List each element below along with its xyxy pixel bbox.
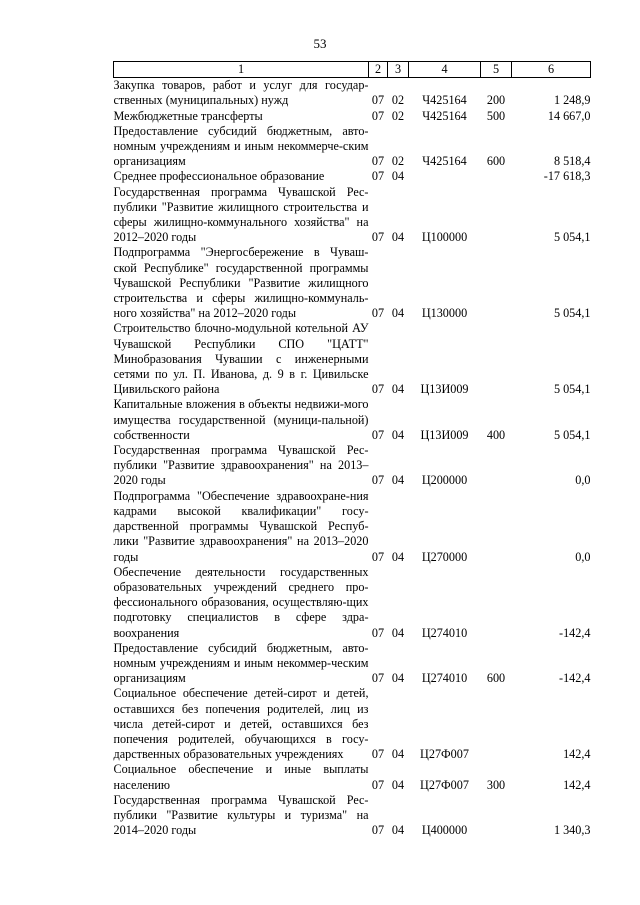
amount: 5 054,1 xyxy=(553,427,591,442)
table-row xyxy=(114,78,591,109)
table-body xyxy=(114,78,591,839)
target-article-code: Ц274010 xyxy=(421,625,468,640)
table-row xyxy=(114,762,591,792)
page-number: 53 xyxy=(313,36,327,51)
item-name: Предоставление субсидий бюджетным, авто-номным учреждениям и иным некоммерче-ским организациям xyxy=(113,123,369,169)
header-col-4: 4 xyxy=(409,62,481,78)
section-code: 07 xyxy=(371,108,385,123)
subsection-code: 04 xyxy=(391,306,405,321)
expense-type-code xyxy=(481,321,512,397)
target-article-code: Ц13И009 xyxy=(420,427,469,442)
section-code: 07 xyxy=(371,427,385,442)
target-article-code: Ц13И009 xyxy=(420,382,469,397)
expense-type-code: 300 xyxy=(486,777,506,792)
header-col-3: 3 xyxy=(388,62,409,78)
subsection-code: 02 xyxy=(391,108,405,123)
subsection-code: 04 xyxy=(391,473,405,488)
budget-table xyxy=(113,61,591,838)
amount: 142,4 xyxy=(563,747,591,762)
item-name: Среднее профессиональное образование xyxy=(113,169,325,184)
item-name: Социальное обеспечение и иные выплаты населению xyxy=(113,762,369,792)
section-code: 07 xyxy=(371,169,385,184)
target-article-code: Ц200000 xyxy=(421,473,468,488)
section-code: 07 xyxy=(371,306,385,321)
target-article-code: Ц270000 xyxy=(421,549,468,564)
amount: 14 667,0 xyxy=(547,108,591,123)
subsection-code: 04 xyxy=(391,169,405,184)
subsection-code: 02 xyxy=(391,93,405,108)
amount: 1 248,9 xyxy=(553,93,591,108)
target-article-code xyxy=(409,169,481,184)
section-code: 07 xyxy=(371,777,385,792)
expense-type-code: 200 xyxy=(486,93,506,108)
target-article-code: Ц27Ф007 xyxy=(420,747,469,762)
subsection-code: 02 xyxy=(391,154,405,169)
item-name: Государственная программа Чувашской Рес-публики "Развитие здравоохранения" на 2013–2020 годы xyxy=(113,443,369,488)
header-col-6: 6 xyxy=(512,62,591,78)
item-name: Предоставление субсидий бюджетным, авто-номным учреждениям и иным некоммер-ческим организациям xyxy=(113,640,369,686)
item-name: Подпрограмма "Энергосбережение в Чуваш-ской Республике" государственной программы Чувашской Республики "Развитие жилищного строительства и сферы жилищно-коммуналь-ного хозяйства" на 2012–2020 годы xyxy=(113,245,369,321)
target-article-code: Ч425164 xyxy=(422,154,467,169)
subsection-code: 04 xyxy=(391,382,405,397)
section-code: 07 xyxy=(371,93,385,108)
header-row xyxy=(114,62,591,78)
item-name: Государственная программа Чувашской Рес-публики "Развитие культуры и туризма" на 2014–2020 годы xyxy=(113,792,369,838)
section-code: 07 xyxy=(371,382,385,397)
expense-type-code: 600 xyxy=(486,671,506,686)
subsection-code: 04 xyxy=(391,777,405,792)
subsection-code: 04 xyxy=(391,549,405,564)
header-col-1: 1 xyxy=(114,62,369,78)
amount: 0,0 xyxy=(575,549,591,564)
amount: -142,4 xyxy=(559,671,591,686)
section-code: 07 xyxy=(371,671,385,686)
target-article-code: Ц130000 xyxy=(421,306,468,321)
table-row xyxy=(114,124,591,170)
subsection-code: 04 xyxy=(391,823,405,838)
table-row xyxy=(114,321,591,397)
item-name: Закупка товаров, работ и услуг для государ-ственных (муниципальных) нужд xyxy=(113,78,369,108)
table-row xyxy=(114,565,591,641)
expense-type-code: 400 xyxy=(486,427,506,442)
item-name: Межбюджетные трансферты xyxy=(113,108,263,123)
expense-type-code xyxy=(481,686,512,762)
header-col-2: 2 xyxy=(369,62,388,78)
subsection-code: 04 xyxy=(391,625,405,640)
subsection-code: 04 xyxy=(391,230,405,245)
table-row xyxy=(114,489,591,565)
subsection-code: 04 xyxy=(391,747,405,762)
expense-type-code xyxy=(481,443,512,489)
target-article-code: Ц100000 xyxy=(421,230,468,245)
item-name: Строительство блочно-модульной котельной АУ Чувашской Республики СПО "ЦАТТ" Минобразования Чувашии с инженерными сетями по ул. П. Иванова, д. 9 в г. Цивильске Цивильского района xyxy=(113,321,369,397)
expense-type-code: 500 xyxy=(486,108,506,123)
item-name: Социальное обеспечение детей-сирот и детей, оставшихся без попечения родителей, лиц из числа детей-сирот и детей, оставшихся без попечения родителей, обучающихся в госу-дарственных образовательных учреждениях xyxy=(113,686,369,762)
table-row xyxy=(114,641,591,687)
target-article-code: Ч425164 xyxy=(422,108,467,123)
table-row xyxy=(114,109,591,124)
section-code: 07 xyxy=(371,154,385,169)
table-row xyxy=(114,245,591,321)
expense-type-code: 600 xyxy=(486,154,506,169)
item-name: Капитальные вложения в объекты недвижи-мого имущества государственной (муници-пальной) собственности xyxy=(113,397,369,442)
section-code: 07 xyxy=(371,625,385,640)
amount: 5 054,1 xyxy=(553,230,591,245)
table-row xyxy=(114,185,591,246)
section-code: 07 xyxy=(371,823,385,838)
expense-type-code xyxy=(481,185,512,246)
target-article-code: Ц27Ф007 xyxy=(420,777,469,792)
header-col-5: 5 xyxy=(481,62,512,78)
expense-type-code xyxy=(481,565,512,641)
target-article-code: Ч425164 xyxy=(422,93,467,108)
amount: -17 618,3 xyxy=(543,169,591,184)
section-code: 07 xyxy=(371,230,385,245)
subsection-code: 04 xyxy=(391,427,405,442)
target-article-code: Ц274010 xyxy=(421,671,468,686)
amount: -142,4 xyxy=(559,625,591,640)
subsection-code: 04 xyxy=(391,671,405,686)
amount: 142,4 xyxy=(563,777,591,792)
table-row xyxy=(114,686,591,762)
section-code: 07 xyxy=(371,549,385,564)
table-row xyxy=(114,397,591,443)
expense-type-code xyxy=(481,169,512,184)
item-name: Государственная программа Чувашской Рес-публики "Развитие жилищного строительства и сферы жилищно-коммунального хозяйства" на 2012–2020 годы xyxy=(113,184,369,245)
amount: 5 054,1 xyxy=(553,382,591,397)
amount: 1 340,3 xyxy=(553,823,591,838)
expense-type-code xyxy=(481,489,512,565)
table-row xyxy=(114,443,591,489)
section-code: 07 xyxy=(371,473,385,488)
amount: 5 054,1 xyxy=(553,306,591,321)
item-name: Подпрограмма "Обеспечение здравоохране-ния кадрами высокой квалификации" госу-дарственной программы Чувашской Респуб-лики "Развитие здравоохранения" на 2013–2020 годы xyxy=(113,488,369,564)
table-row xyxy=(114,169,591,184)
item-name: Обеспечение деятельности государственных образовательных учреждений среднего про-фессионального образования, осуществляю-щих подготовку специалистов в сфере здра-воохранения xyxy=(113,564,369,640)
expense-type-code xyxy=(481,245,512,321)
table-row xyxy=(114,793,591,839)
expense-type-code xyxy=(481,793,512,839)
section-code: 07 xyxy=(371,747,385,762)
target-article-code: Ц400000 xyxy=(421,823,468,838)
amount: 8 518,4 xyxy=(553,154,591,169)
amount: 0,0 xyxy=(575,473,591,488)
